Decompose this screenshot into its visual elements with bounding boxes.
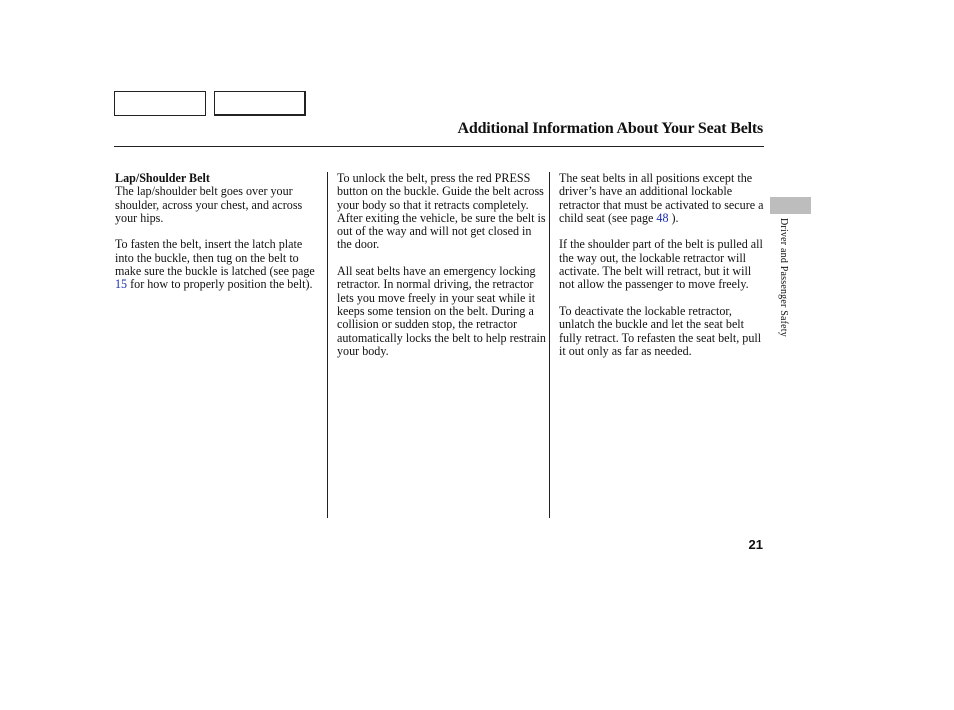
column-3 bbox=[559, 172, 764, 371]
section-heading-lap-shoulder-belt: Lap/Shoulder Belt bbox=[115, 171, 210, 185]
paragraph-with-link bbox=[559, 172, 764, 225]
column-divider bbox=[327, 172, 328, 518]
paragraph: The lap/shoulder belt goes over your shoulder, across your chest, and across your hips. bbox=[115, 184, 303, 225]
page-link-48[interactable]: 48 bbox=[656, 210, 669, 225]
page-title: Additional Information About Your Seat Belts bbox=[457, 120, 763, 137]
paragraph-text: The seat belts in all positions except the driver’s have an additional lockable retractor that must be activated to secure a child seat (see page bbox=[559, 171, 764, 225]
page-number: 21 bbox=[748, 537, 763, 552]
paragraph-text: To fasten the belt, insert the latch plate into the buckle, then tug on the belt to make sure the buckle is latched (see page bbox=[115, 237, 315, 279]
title-divider bbox=[114, 146, 764, 147]
page-link-15[interactable]: 15 bbox=[115, 277, 128, 292]
column-1 bbox=[115, 172, 320, 305]
previous-page-button[interactable] bbox=[114, 91, 206, 116]
column-divider bbox=[549, 172, 550, 518]
paragraph-text: ). bbox=[668, 210, 679, 225]
paragraph: All seat belts have an emergency locking retractor. In normal driving, the retractor lets you move freely in your seat while it keeps some tension on the belt. During a collision or sudden stop, the retractor automatically locks the belt to help restrain your body. bbox=[337, 264, 546, 358]
paragraph-with-link bbox=[115, 238, 320, 291]
section-tab[interactable] bbox=[770, 197, 811, 214]
paragraph-text: for how to properly position the belt). bbox=[127, 277, 313, 292]
paragraph: To deactivate the lockable retractor, unlatch the buckle and let the seat belt fully retract. To refasten the seat belt, pull it out only as far as needed. bbox=[559, 303, 762, 358]
column-2 bbox=[337, 172, 547, 371]
paragraph: To unlock the belt, press the red PRESS button on the buckle. Guide the belt across your body so that it retracts completely. After exiting the vehicle, be sure the belt is out of the way and will not get closed in the door. bbox=[337, 171, 546, 252]
section-tab-label: Driver and Passenger Safety bbox=[778, 218, 789, 337]
column-1-section bbox=[115, 172, 320, 225]
next-page-button[interactable] bbox=[214, 91, 306, 116]
paragraph: If the shoulder part of the belt is pulled all the way out, the lockable retractor will activate. The belt will retract, but it will not allow the passenger to move freely. bbox=[559, 237, 763, 292]
